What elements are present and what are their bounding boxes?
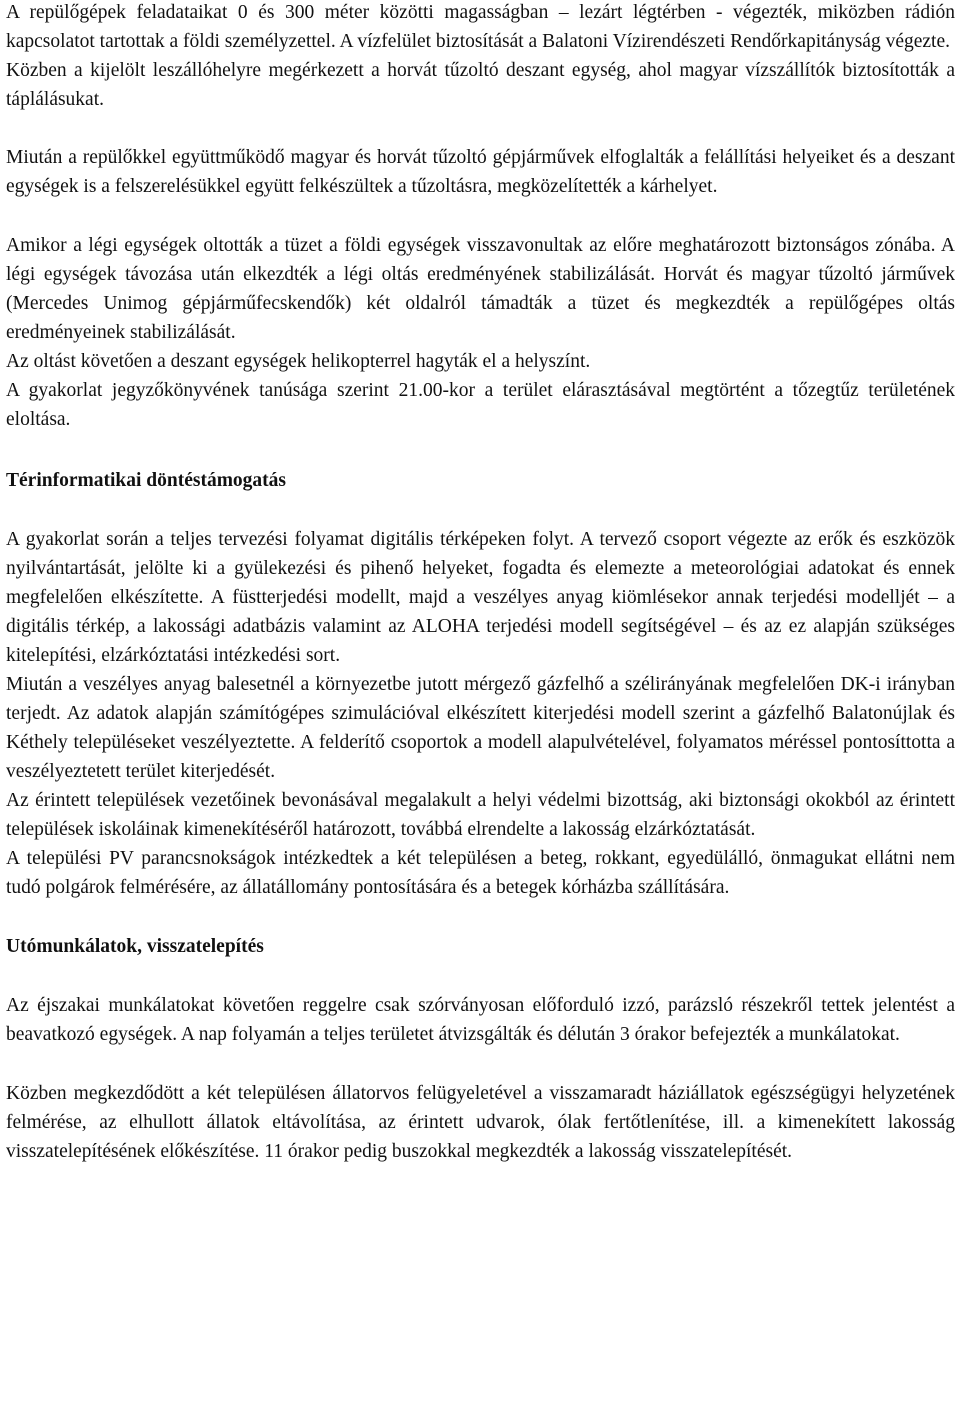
paragraph-fire-extinguished: A gyakorlat jegyzőkönyvének tanúsága szerint 21.00-kor a terület elárasztásával megtörtént a tőzegtűz területének eloltása. — [6, 380, 955, 430]
paragraph-aircraft-altitude: A repülőgépek feladataikat 0 és 300 méter közötti magasságban – lezárt légtérben - végezték, miközben rádión kapcsolatot tartottak a földi személyzettel. A vízfelület biztosítását a Balatoni Vízirendészeti Rendőrkapitányság végezte. — [6, 2, 955, 52]
paragraph-civil-protection-measures: A települési PV parancsnokságok intézkedtek a két településen a beteg, rokkant, egyedülálló, önmagukat ellátni nem tudó polgárok felmérésére, az állatállomány pontosítására és a betegek kórházba szállítására. — [6, 848, 955, 898]
paragraph-vehicles-approach: Miután a repülőkkel együttműködő magyar és horvát tűzoltó gépjárművek elfoglalták a felállítási helyeiket és a deszant egységek is a felszerelésükkel együtt felkészültek a tűzoltásra, megközelítették a kárhelyet. — [6, 147, 955, 197]
section-heading-gis-support: Térinformatikai döntéstámogatás — [6, 470, 287, 491]
spacer — [6, 495, 955, 525]
paragraph-air-ground-coordination: Amikor a légi egységek oltották a tüzet a földi egységek visszavonultak az előre meghatározott biztonságos zónába. A légi egységek távozása után elkezdték a légi oltás eredményének stabilizálását. Horvát és magyar tűzoltó járművek (Mercedes Unimog gépjárműfecskendők) két oldalról támadták a tüzet és megkezdték a repülőgépes oltás eredményeinek stabilizálását. — [6, 235, 955, 343]
paragraph-croatian-unit-arrival: Közben a kijelölt leszállóhelyre megérkezett a horvát tűzoltó deszant egység, ahol magyar vízszállítók biztosították a táplálásukat. — [6, 60, 955, 110]
paragraph-digital-planning: A gyakorlat során a teljes tervezési folyamat digitális térképeken folyt. A tervező csoport végezte az erők és eszközök nyilvántartását, jelölte ki a gyülekezési és pihenő helyeket, fogadta és elemezte a meteorológiai adatokat és ennek megfelelően elkészítette. A füstterjedési modellt, majd a veszélyes anyag kiömlésekor annak terjedési modelljét – a digitális térkép, a lakossági adatbázis valamint az ALOHA terjedési modell segítségével – és az ez alapján szükséges kitelepítési, elzárkóztatási intézkedési sort. — [6, 529, 955, 666]
spacer — [6, 902, 955, 932]
paragraph-local-defense-committee: Az érintett települések vezetőinek bevonásával megalakult a helyi védelmi bizottság, aki biztonsági okokból az érintett települések iskoláinak kimenekítéséről határozott, továbbá elrendelte a lakosság elzárkóztatását. — [6, 790, 955, 840]
paragraph-resettlement: Közben megkezdődött a két településen állatorvos felügyeletével a visszamaradt háziállatok egészségügyi helyzetének felmérése, az elhullott állatok eltávolítása, az érintett udvarok, ólak fertőtlenítése, ill. a kimenekített lakosság visszatelepítésének előkészítése. 11 órakor pedig buszokkal megkezdték a lakosság visszatelepítését. — [6, 1083, 955, 1162]
spacer — [6, 114, 955, 143]
spacer — [6, 434, 955, 466]
paragraph-night-work-completion: Az éjszakai munkálatokat követően reggelre csak szórványosan előforduló izzó, parázsló részekről tettek jelentést a beavatkozó egységek. A nap folyamán a teljes területet átvizsgálták és délután 3 órakor befejezték a munkálatokat. — [6, 995, 955, 1045]
paragraph-gas-cloud-model: Miután a veszélyes anyag balesetnél a környezetbe jutott mérgező gázfelhő a szélirányának megfelelően DK-i irányban terjedt. Az adatok alapján számítógépes szimulációval elkészített kiterjedési modell szerint a gázfelhő Balatonújlak és Kéthely településeket veszélyeztette. A felderítő csoportok a modell alapulvételével, folyamatos méréssel pontosíttotta a veszélyeztetett terület kiterjedését. — [6, 674, 955, 782]
document-page — [6, 0, 955, 1166]
spacer — [6, 961, 955, 991]
spacer — [6, 1049, 955, 1079]
spacer — [6, 201, 955, 231]
paragraph-helicopter-departure: Az oltást követően a deszant egységek helikopterrel hagyták el a helyszínt. — [6, 351, 591, 372]
section-heading-aftermath: Utómunkálatok, visszatelepítés — [6, 936, 264, 957]
